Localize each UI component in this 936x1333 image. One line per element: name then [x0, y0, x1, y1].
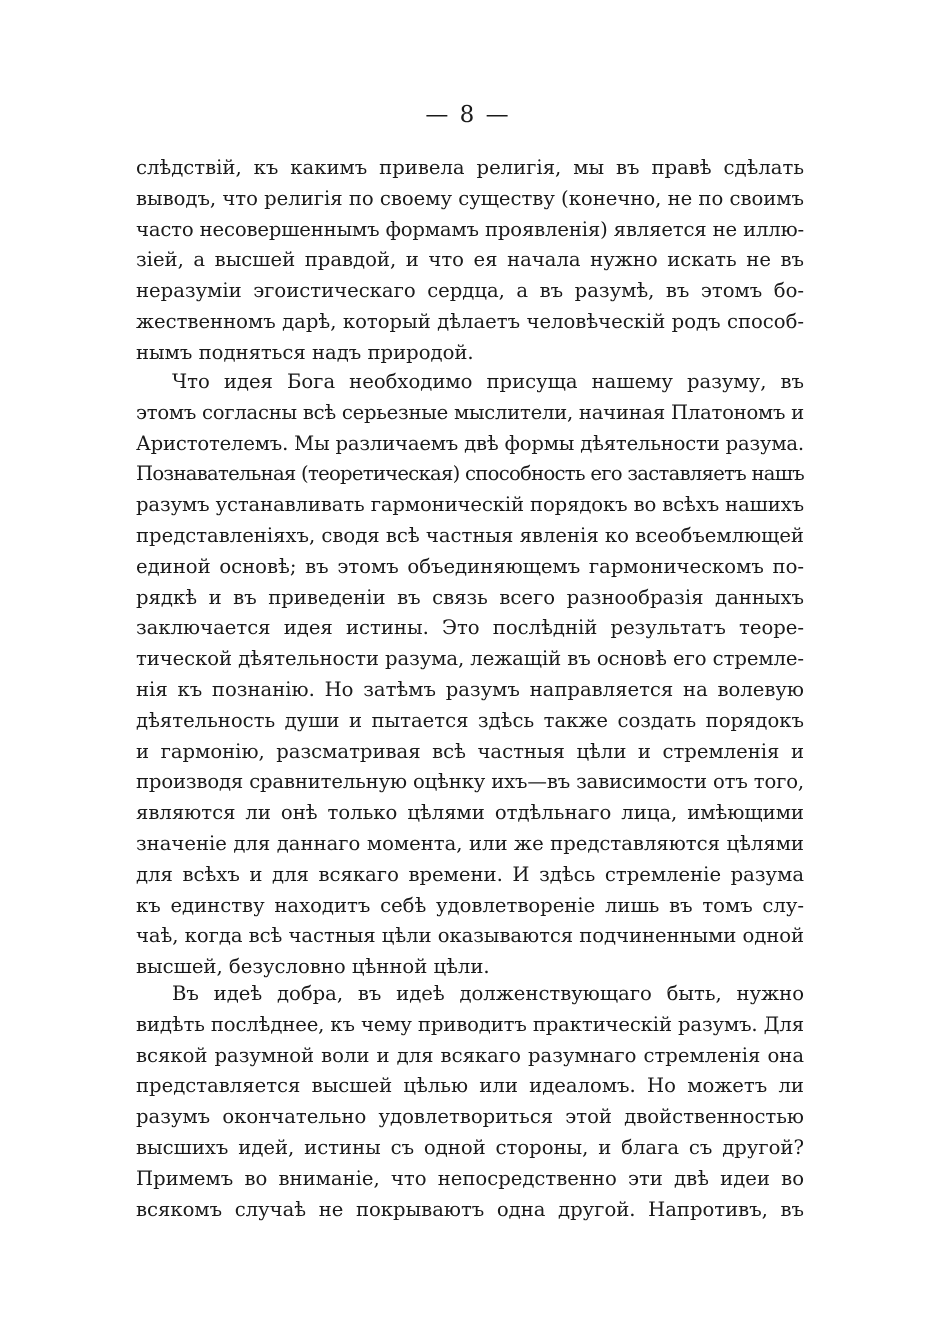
text-line: высшей, безусловно цѣнной цѣли.	[136, 955, 490, 979]
text-line: разумъ окончательно удовлетвориться этой двойственностью	[136, 1105, 804, 1129]
text-line: рядкѣ и въ приведеніи въ связь всего разнообразія данныхъ	[136, 585, 804, 609]
text-line: зіей, а высшей правдой, и что ея начала нужно искать не въ	[136, 248, 804, 272]
text-line: нія къ познанію. Но затѣмъ разумъ направляется на волевую	[136, 677, 804, 701]
text-line: представленіяхъ, сводя всѣ частныя явленія ко всеобъемлющей	[136, 523, 804, 547]
paragraph-2	[136, 367, 804, 983]
text-line: Познавательная (теоретическая) способность его заставляетъ нашъ	[136, 462, 804, 486]
text-line: представляется высшей цѣлью или идеаломъ. Но можетъ ли	[136, 1074, 804, 1098]
text-line: слѣдствій, къ какимъ привела религія, мы въ правѣ сдѣлать	[136, 156, 804, 179]
text-line: этомъ согласны всѣ серьезные мыслители, начиная Платономъ и	[136, 400, 804, 424]
text-line: нымъ подняться надъ природой.	[136, 340, 474, 364]
text-line: разумъ устанавливать гармоническій порядокъ во всѣхъ нашихъ	[136, 493, 804, 517]
page-number: — 8 —	[425, 102, 511, 128]
paragraph-3	[136, 979, 804, 1225]
text-line: дѣятельность души и пытается здѣсь также создать порядокъ	[136, 708, 804, 732]
text-line: чаѣ, когда всѣ частныя цѣли оказываются подчиненными одной	[136, 924, 804, 948]
text-line: неразуміи эгоистическаго сердца, а въ разумѣ, въ этомъ бо-	[136, 279, 804, 303]
text-line: заключается идея истины. Это послѣдній результатъ теоре-	[136, 616, 804, 640]
text-line: являются ли онѣ только цѣлями отдѣльнаго лица, имѣющими	[136, 801, 804, 825]
text-line: для всѣхъ и для всякаго времени. И здѣсь стремленіе разума	[136, 862, 804, 886]
text-line: высшихъ идей, истины съ одной стороны, и блага съ другой?	[136, 1135, 804, 1159]
paragraph-1	[136, 153, 804, 369]
text-line: Аристотелемъ. Мы различаемъ двѣ формы дѣятельности разума.	[136, 431, 804, 455]
text-line: единой основѣ; въ этомъ объединяющемъ гармоническомъ по-	[136, 554, 804, 578]
text-line: жественномъ дарѣ, который дѣлаетъ человѣческій родъ способ-	[136, 309, 804, 333]
text-line: производя сравнительную оцѣнку ихъ—въ зависимости отъ того,	[136, 770, 804, 794]
text-line: къ единству находитъ себѣ удовлетвореніе лишь въ томъ слу-	[136, 893, 804, 917]
text-line: всякомъ случаѣ не покрываютъ одна другой. Напротивъ, въ	[136, 1197, 804, 1221]
text-line: видѣть послѣднее, къ чему приводитъ практическій разумъ. Для	[136, 1012, 804, 1036]
text-line: Въ идеѣ добра, въ идеѣ долженствующаго быть, нужно	[172, 982, 804, 1005]
text-line: тической дѣятельности разума, лежащій въ основѣ его стремле-	[136, 647, 804, 671]
text-line: и гармонію, разсматривая всѣ частныя цѣли и стремленія и	[136, 739, 804, 763]
text-line: выводъ, что религія по своему существу (конечно, не по своимъ	[136, 186, 804, 210]
text-line: значеніе для даннаго момента, или же представляются цѣлями	[136, 831, 804, 855]
text-line: часто несовершеннымъ формамъ проявленія) является не иллю-	[136, 217, 804, 241]
text-line: всякой разумной воли и для всякаго разумнаго стремленія она	[136, 1043, 804, 1067]
text-line: Примемъ во вниманіе, что непосредственно эти двѣ идеи во	[136, 1166, 804, 1190]
text-line: Что идея Бога необходимо присуща нашему разуму, въ	[172, 370, 804, 393]
